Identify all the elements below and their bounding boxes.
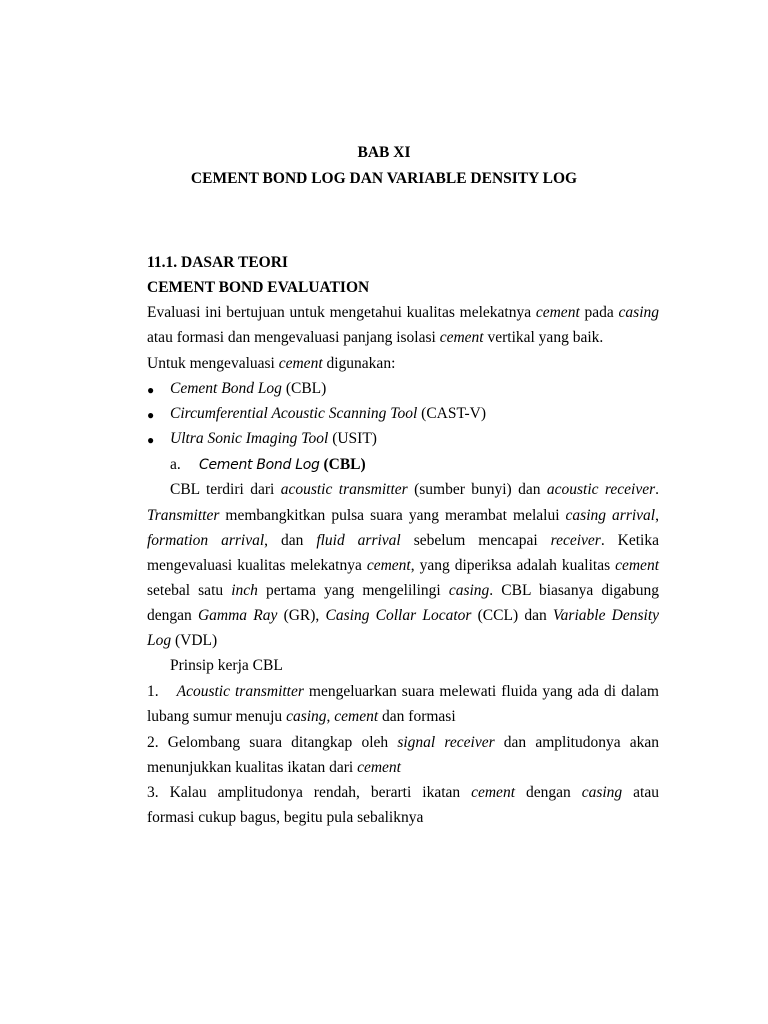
text: , <box>655 507 659 524</box>
text: (GR), <box>277 607 326 624</box>
text: . CBL biasanya digabung <box>489 582 659 599</box>
paragraph-line <box>170 481 659 499</box>
list-item <box>147 734 659 752</box>
intro-line-3 <box>147 355 395 373</box>
text: Circumferential Acoustic Scanning Tool <box>170 405 418 422</box>
list-item-continuation <box>147 708 456 726</box>
paragraph-line <box>147 632 217 650</box>
text: cement <box>357 759 401 776</box>
text: lubang sumur menuju <box>147 708 287 725</box>
paragraph-line <box>147 582 659 600</box>
text: (CCL) dan <box>471 607 553 624</box>
text: , dan <box>264 532 317 549</box>
list-item <box>170 430 377 448</box>
section-heading: 11.1. DASAR TEORI <box>147 254 288 271</box>
list-item <box>147 683 659 701</box>
text: (USIT) <box>328 430 377 447</box>
text: vertikal yang baik. <box>483 329 604 346</box>
text: formation arrival <box>147 532 265 549</box>
text: dengan <box>147 607 198 624</box>
section-subtitle: CEMENT BOND EVALUATION <box>147 279 370 296</box>
text: cement <box>615 557 659 574</box>
text: casing <box>448 582 490 599</box>
text: setebal satu <box>147 582 232 599</box>
text: CBL terdiri dari <box>170 481 281 498</box>
text: casing <box>286 708 327 725</box>
text: cement <box>471 784 515 801</box>
text: dengan <box>515 784 582 801</box>
text: pertama yang mengelilingi <box>257 582 449 599</box>
list-item <box>170 405 486 423</box>
list-item <box>170 380 326 398</box>
bullet-icon: ● <box>147 408 155 422</box>
text: pada <box>579 304 619 321</box>
text: acoustic transmitter <box>280 481 408 498</box>
text: 1. <box>147 683 159 700</box>
text: Variable Density <box>552 607 660 624</box>
text: , yang diperiksa adalah kualitas <box>410 557 616 574</box>
text: (CBL) <box>281 380 327 397</box>
bullet-icon: ● <box>147 433 155 447</box>
text: . <box>655 481 659 498</box>
text: signal receiver <box>397 734 495 751</box>
paragraph-line <box>147 607 659 625</box>
intro-line-1 <box>147 304 659 322</box>
text: (sumber bunyi) dan <box>407 481 547 498</box>
text: cement <box>535 304 580 321</box>
text: cement <box>439 329 484 346</box>
text: 2. Gelombang suara ditangkap oleh <box>147 734 398 751</box>
text: (VDL) <box>171 632 218 649</box>
text: 3. Kalau amplitudonya rendah, berarti ikatan <box>147 784 472 801</box>
list-item <box>147 784 659 802</box>
text: dan amplitudonya akan <box>494 734 660 751</box>
text: sebelum mencapai <box>400 532 551 549</box>
text: mengevaluasi kualitas melekatnya <box>147 557 367 574</box>
text: casing <box>618 304 659 321</box>
subsection-heading <box>199 456 366 474</box>
text: casing arrival <box>565 507 656 524</box>
paragraph-line <box>147 507 659 525</box>
paragraph-line <box>147 557 659 575</box>
paragraph-line <box>147 532 659 550</box>
text: Evaluasi ini bertujuan untuk mengetahui kualitas melekatnya <box>147 304 536 321</box>
text: cement <box>334 708 379 725</box>
text: mengeluarkan suara melewati fluida yang ada di dalam <box>303 683 659 700</box>
intro-line-2 <box>147 329 603 347</box>
text: membangkitkan pulsa suara yang merambat melalui <box>219 507 566 524</box>
text: atau formasi dan mengevaluasi panjang isolasi <box>147 329 440 346</box>
text: Gamma Ray <box>197 607 278 624</box>
bullet-icon: ● <box>147 383 155 397</box>
text: (CBL) <box>319 456 366 473</box>
text: fluid arrival <box>316 532 401 549</box>
text: Casing Collar Locator <box>325 607 472 624</box>
text: , <box>326 708 335 725</box>
text: menunjukkan kualitas ikatan dari <box>147 759 358 776</box>
text: dan formasi <box>378 708 456 725</box>
text: digunakan: <box>322 355 396 372</box>
text: receiver <box>550 532 601 549</box>
text: (CAST-V) <box>417 405 487 422</box>
text: Log <box>147 632 172 649</box>
text: acoustic receiver <box>546 481 656 498</box>
text: atau <box>622 784 659 801</box>
list-item-continuation: formasi cukup bagus, begitu pula sebaliknya <box>147 809 424 826</box>
text: inch <box>231 582 258 599</box>
text: cement <box>366 557 411 574</box>
chapter-title: CEMENT BOND LOG DAN VARIABLE DENSITY LOG <box>190 170 578 187</box>
subsection-marker: a. <box>170 456 181 473</box>
text: Transmitter <box>147 507 220 524</box>
text: cement <box>278 355 323 372</box>
text: casing <box>581 784 623 801</box>
text: . Ketika <box>600 532 659 549</box>
text: Acoustic transmitter <box>176 683 304 700</box>
chapter-label: BAB XI <box>357 144 411 161</box>
prinsip-heading: Prinsip kerja CBL <box>170 657 283 674</box>
text: Untuk mengevaluasi <box>147 355 279 372</box>
list-item-continuation <box>147 759 401 777</box>
text: Cement Bond Log <box>199 457 320 473</box>
text: Cement Bond Log <box>170 380 282 397</box>
text: Ultra Sonic Imaging Tool <box>170 430 329 447</box>
